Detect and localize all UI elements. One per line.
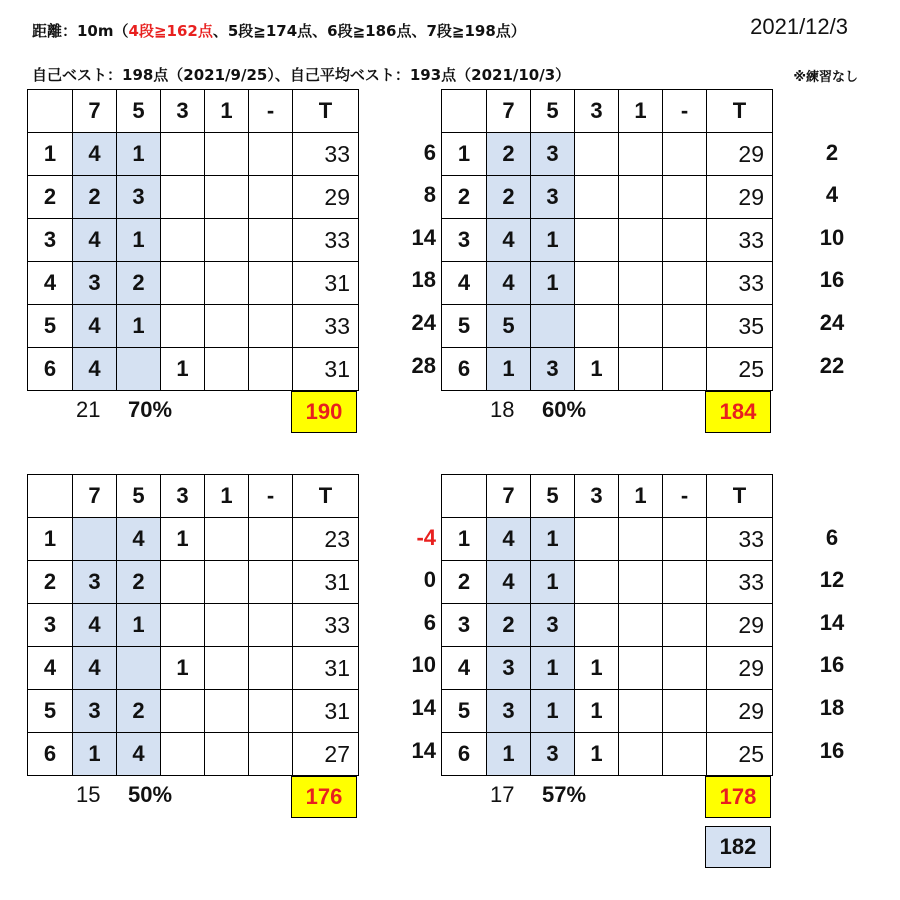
end-number: 2 bbox=[28, 176, 73, 219]
end-total: 29 bbox=[293, 176, 359, 219]
end-number: 6 bbox=[28, 348, 73, 391]
count-5: 1 bbox=[531, 262, 575, 305]
count-miss bbox=[249, 133, 293, 176]
end-row bbox=[28, 733, 359, 776]
round-total: 190 bbox=[291, 391, 357, 433]
count-1 bbox=[205, 561, 249, 604]
hit-count: 17 bbox=[490, 782, 515, 808]
count-5: 3 bbox=[531, 133, 575, 176]
column-header: 1 bbox=[205, 475, 249, 518]
count-5: 3 bbox=[531, 733, 575, 776]
running-diff-left: 10 bbox=[411, 652, 436, 678]
column-header: 1 bbox=[205, 90, 249, 133]
count-3: 1 bbox=[575, 690, 619, 733]
count-1 bbox=[205, 690, 249, 733]
hit-percent: 70% bbox=[128, 397, 173, 423]
count-7: 1 bbox=[487, 348, 531, 391]
end-total: 33 bbox=[707, 262, 773, 305]
running-diff-right: 22 bbox=[819, 352, 845, 378]
count-7 bbox=[73, 518, 117, 561]
end-number: 3 bbox=[28, 219, 73, 262]
column-header: T bbox=[293, 90, 359, 133]
column-header bbox=[28, 90, 73, 133]
end-total: 27 bbox=[293, 733, 359, 776]
running-diff-left: 8 bbox=[423, 182, 436, 208]
count-miss bbox=[249, 690, 293, 733]
running-diff-right: 18 bbox=[819, 695, 845, 720]
count-miss bbox=[663, 348, 707, 391]
count-miss bbox=[663, 133, 707, 176]
count-3 bbox=[575, 561, 619, 604]
count-3 bbox=[575, 305, 619, 348]
count-3: 1 bbox=[161, 348, 205, 391]
column-header: 3 bbox=[575, 475, 619, 518]
count-5 bbox=[531, 305, 575, 348]
count-5: 1 bbox=[117, 604, 161, 647]
hit-count: 15 bbox=[76, 782, 101, 808]
count-7: 4 bbox=[487, 561, 531, 604]
count-7: 1 bbox=[73, 733, 117, 776]
count-1 bbox=[619, 690, 663, 733]
running-diff-left: 14 bbox=[411, 695, 436, 720]
count-7: 3 bbox=[73, 262, 117, 305]
running-diff-left: 6 bbox=[423, 139, 436, 165]
end-row bbox=[28, 647, 359, 690]
end-total: 25 bbox=[707, 348, 773, 391]
end-row bbox=[442, 690, 773, 733]
count-miss bbox=[663, 305, 707, 348]
count-5: 1 bbox=[531, 219, 575, 262]
count-3 bbox=[161, 733, 205, 776]
column-header: 7 bbox=[73, 475, 117, 518]
count-3 bbox=[575, 262, 619, 305]
end-row bbox=[28, 262, 359, 305]
header-row bbox=[28, 475, 359, 518]
count-miss bbox=[249, 176, 293, 219]
end-total: 31 bbox=[293, 647, 359, 690]
end-number: 1 bbox=[442, 133, 487, 176]
running-diff-right: 4 bbox=[825, 182, 839, 208]
count-5: 4 bbox=[117, 733, 161, 776]
count-3: 1 bbox=[575, 348, 619, 391]
count-7: 3 bbox=[487, 647, 531, 690]
count-7: 4 bbox=[73, 305, 117, 348]
count-3: 1 bbox=[575, 733, 619, 776]
hit-percent: 50% bbox=[128, 782, 173, 808]
count-5: 1 bbox=[531, 690, 575, 733]
count-7: 2 bbox=[487, 133, 531, 176]
count-miss bbox=[663, 219, 707, 262]
end-total: 33 bbox=[293, 305, 359, 348]
running-diff-right: 10 bbox=[819, 224, 845, 250]
end-number: 3 bbox=[442, 219, 487, 262]
count-1 bbox=[619, 647, 663, 690]
count-5: 1 bbox=[531, 518, 575, 561]
count-5: 1 bbox=[117, 219, 161, 262]
score-table bbox=[27, 474, 359, 776]
header-row bbox=[28, 90, 359, 133]
hit-count: 18 bbox=[490, 397, 515, 423]
count-3 bbox=[161, 561, 205, 604]
count-1 bbox=[619, 219, 663, 262]
count-7: 4 bbox=[487, 518, 531, 561]
count-5: 2 bbox=[117, 561, 161, 604]
end-row bbox=[442, 647, 773, 690]
count-5: 3 bbox=[531, 348, 575, 391]
count-1 bbox=[205, 219, 249, 262]
count-1 bbox=[205, 133, 249, 176]
end-number: 5 bbox=[28, 305, 73, 348]
distance-prefix: 距離：10m（ bbox=[32, 22, 129, 40]
end-total: 33 bbox=[293, 219, 359, 262]
column-header: - bbox=[249, 475, 293, 518]
end-number: 1 bbox=[442, 518, 487, 561]
count-5: 1 bbox=[531, 647, 575, 690]
end-row bbox=[28, 690, 359, 733]
count-7: 2 bbox=[487, 176, 531, 219]
running-diff-left: 18 bbox=[411, 267, 436, 293]
end-number: 2 bbox=[28, 561, 73, 604]
count-miss bbox=[663, 733, 707, 776]
count-3 bbox=[161, 176, 205, 219]
end-row bbox=[442, 348, 773, 391]
end-row bbox=[442, 305, 773, 348]
threshold-4dan: 4段≧162点 bbox=[128, 22, 213, 40]
count-7: 4 bbox=[73, 348, 117, 391]
hit-count: 21 bbox=[76, 397, 101, 423]
column-header: 3 bbox=[161, 475, 205, 518]
end-number: 2 bbox=[442, 561, 487, 604]
count-1 bbox=[205, 348, 249, 391]
score-table bbox=[441, 474, 773, 776]
count-5: 1 bbox=[531, 561, 575, 604]
count-1 bbox=[205, 733, 249, 776]
note: ※練習なし bbox=[793, 70, 858, 85]
end-total: 29 bbox=[707, 604, 773, 647]
count-1 bbox=[205, 604, 249, 647]
personal-best-line: 自己ベスト：198点（2021/9/25）、自己平均ベスト：193点（2021/10/3） bbox=[32, 66, 571, 84]
end-number: 4 bbox=[442, 647, 487, 690]
count-3 bbox=[575, 133, 619, 176]
count-7: 4 bbox=[73, 647, 117, 690]
header-row bbox=[442, 475, 773, 518]
count-3 bbox=[161, 604, 205, 647]
count-7: 2 bbox=[487, 604, 531, 647]
count-7: 1 bbox=[487, 733, 531, 776]
count-1 bbox=[619, 604, 663, 647]
count-7: 4 bbox=[73, 219, 117, 262]
end-number: 6 bbox=[28, 733, 73, 776]
end-number: 4 bbox=[442, 262, 487, 305]
count-miss bbox=[663, 176, 707, 219]
running-diff-right: 6 bbox=[825, 524, 839, 550]
running-diff-right: 14 bbox=[819, 609, 845, 635]
running-diff-left: 24 bbox=[411, 310, 436, 335]
count-miss bbox=[249, 518, 293, 561]
count-7: 4 bbox=[73, 133, 117, 176]
count-miss bbox=[663, 604, 707, 647]
score-table bbox=[27, 89, 359, 391]
column-header: 5 bbox=[117, 475, 161, 518]
running-diff-right: 24 bbox=[819, 310, 845, 335]
count-3 bbox=[575, 176, 619, 219]
count-miss bbox=[663, 647, 707, 690]
count-3 bbox=[161, 305, 205, 348]
date: 2021/12/3 bbox=[750, 14, 848, 39]
count-1 bbox=[205, 262, 249, 305]
count-5 bbox=[117, 348, 161, 391]
end-row bbox=[28, 176, 359, 219]
running-diff-left: 6 bbox=[423, 609, 436, 635]
count-1 bbox=[619, 262, 663, 305]
count-5: 3 bbox=[531, 176, 575, 219]
count-1 bbox=[619, 348, 663, 391]
column-header: 5 bbox=[117, 90, 161, 133]
end-row bbox=[442, 733, 773, 776]
column-header: 1 bbox=[619, 475, 663, 518]
count-7: 4 bbox=[487, 262, 531, 305]
round-total: 178 bbox=[705, 776, 771, 818]
column-header: 5 bbox=[531, 475, 575, 518]
end-total: 31 bbox=[293, 348, 359, 391]
end-row bbox=[28, 604, 359, 647]
column-header: 5 bbox=[531, 90, 575, 133]
count-3: 1 bbox=[161, 647, 205, 690]
round-total: 176 bbox=[291, 776, 357, 818]
column-header bbox=[28, 475, 73, 518]
end-row bbox=[442, 561, 773, 604]
end-number: 2 bbox=[442, 176, 487, 219]
end-total: 23 bbox=[293, 518, 359, 561]
end-total: 29 bbox=[707, 176, 773, 219]
end-total: 29 bbox=[707, 647, 773, 690]
hit-percent: 60% bbox=[542, 397, 587, 423]
end-row bbox=[28, 133, 359, 176]
count-7: 3 bbox=[73, 690, 117, 733]
count-3 bbox=[161, 133, 205, 176]
end-total: 33 bbox=[293, 133, 359, 176]
end-total: 29 bbox=[707, 690, 773, 733]
grand-total-average: 182 bbox=[705, 826, 771, 868]
count-7: 4 bbox=[487, 219, 531, 262]
end-row bbox=[28, 348, 359, 391]
end-number: 1 bbox=[28, 518, 73, 561]
column-header: - bbox=[663, 475, 707, 518]
end-total: 25 bbox=[707, 733, 773, 776]
count-5: 3 bbox=[117, 176, 161, 219]
column-header: T bbox=[707, 475, 773, 518]
count-7: 3 bbox=[487, 690, 531, 733]
end-row bbox=[442, 133, 773, 176]
end-row bbox=[442, 262, 773, 305]
column-header bbox=[442, 90, 487, 133]
count-7: 4 bbox=[73, 604, 117, 647]
running-diff-left: 0 bbox=[423, 567, 436, 593]
end-row bbox=[442, 604, 773, 647]
count-1 bbox=[619, 733, 663, 776]
running-diff-right: 16 bbox=[819, 652, 845, 678]
end-total: 33 bbox=[293, 604, 359, 647]
end-total: 33 bbox=[707, 518, 773, 561]
count-miss bbox=[249, 348, 293, 391]
count-3 bbox=[161, 219, 205, 262]
column-header: 3 bbox=[161, 90, 205, 133]
count-3 bbox=[575, 518, 619, 561]
round-total: 184 bbox=[705, 391, 771, 433]
count-5: 4 bbox=[117, 518, 161, 561]
running-diff-left: 14 bbox=[411, 737, 436, 763]
hit-percent: 57% bbox=[542, 782, 587, 808]
end-row bbox=[442, 518, 773, 561]
column-header: T bbox=[707, 90, 773, 133]
header-row bbox=[442, 90, 773, 133]
end-number: 4 bbox=[28, 647, 73, 690]
threshold-rest: 、5段≧174点、6段≧186点、7段≧198点） bbox=[212, 22, 526, 40]
count-3: 1 bbox=[161, 518, 205, 561]
count-3 bbox=[575, 219, 619, 262]
count-1 bbox=[619, 305, 663, 348]
count-5: 1 bbox=[117, 305, 161, 348]
running-diff-right: 16 bbox=[819, 267, 845, 293]
end-number: 1 bbox=[28, 133, 73, 176]
count-miss bbox=[249, 305, 293, 348]
column-header: 7 bbox=[487, 90, 531, 133]
end-number: 3 bbox=[28, 604, 73, 647]
end-row bbox=[442, 176, 773, 219]
score-table bbox=[441, 89, 773, 391]
end-total: 31 bbox=[293, 561, 359, 604]
distance-line bbox=[32, 20, 526, 41]
end-row bbox=[28, 305, 359, 348]
column-header: 7 bbox=[73, 90, 117, 133]
end-row bbox=[28, 219, 359, 262]
end-total: 31 bbox=[293, 690, 359, 733]
end-total: 33 bbox=[707, 561, 773, 604]
count-7: 2 bbox=[73, 176, 117, 219]
column-header: 1 bbox=[619, 90, 663, 133]
count-miss bbox=[249, 733, 293, 776]
end-row bbox=[442, 219, 773, 262]
count-1 bbox=[205, 518, 249, 561]
count-5: 2 bbox=[117, 262, 161, 305]
count-miss bbox=[663, 690, 707, 733]
end-number: 5 bbox=[442, 305, 487, 348]
count-miss bbox=[249, 647, 293, 690]
count-1 bbox=[619, 133, 663, 176]
column-header: - bbox=[663, 90, 707, 133]
end-number: 4 bbox=[28, 262, 73, 305]
count-3 bbox=[161, 262, 205, 305]
count-3 bbox=[161, 690, 205, 733]
count-1 bbox=[205, 647, 249, 690]
end-number: 3 bbox=[442, 604, 487, 647]
running-diff-left: 28 bbox=[411, 352, 436, 378]
count-miss bbox=[663, 262, 707, 305]
count-1 bbox=[619, 518, 663, 561]
column-header: 7 bbox=[487, 475, 531, 518]
count-miss bbox=[249, 604, 293, 647]
end-number: 5 bbox=[442, 690, 487, 733]
count-miss bbox=[663, 518, 707, 561]
running-diff-right: 16 bbox=[819, 737, 845, 763]
count-3: 1 bbox=[575, 647, 619, 690]
end-total: 35 bbox=[707, 305, 773, 348]
count-miss bbox=[249, 262, 293, 305]
count-miss bbox=[663, 561, 707, 604]
count-7: 3 bbox=[73, 561, 117, 604]
count-miss bbox=[249, 219, 293, 262]
end-total: 29 bbox=[707, 133, 773, 176]
column-header bbox=[442, 475, 487, 518]
count-5: 1 bbox=[117, 133, 161, 176]
count-7: 5 bbox=[487, 305, 531, 348]
count-1 bbox=[205, 176, 249, 219]
end-total: 31 bbox=[293, 262, 359, 305]
end-number: 6 bbox=[442, 348, 487, 391]
count-5: 3 bbox=[531, 604, 575, 647]
end-number: 5 bbox=[28, 690, 73, 733]
column-header: T bbox=[293, 475, 359, 518]
count-miss bbox=[249, 561, 293, 604]
running-diff-right: 12 bbox=[819, 567, 845, 593]
column-header: - bbox=[249, 90, 293, 133]
column-header: 3 bbox=[575, 90, 619, 133]
running-diff-left: -4 bbox=[416, 524, 436, 550]
count-5 bbox=[117, 647, 161, 690]
count-1 bbox=[205, 305, 249, 348]
count-3 bbox=[575, 604, 619, 647]
end-row bbox=[28, 518, 359, 561]
end-total: 33 bbox=[707, 219, 773, 262]
end-number: 6 bbox=[442, 733, 487, 776]
running-diff-left: 14 bbox=[411, 224, 436, 250]
count-1 bbox=[619, 176, 663, 219]
count-1 bbox=[619, 561, 663, 604]
count-5: 2 bbox=[117, 690, 161, 733]
end-row bbox=[28, 561, 359, 604]
running-diff-right: 2 bbox=[825, 139, 839, 165]
